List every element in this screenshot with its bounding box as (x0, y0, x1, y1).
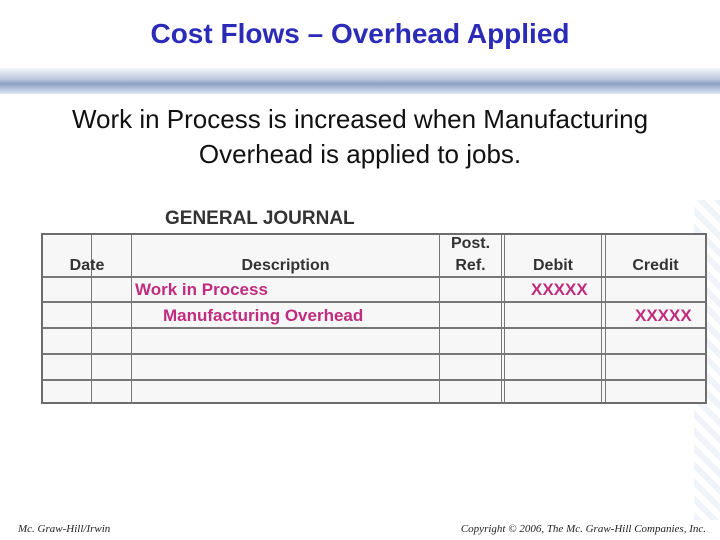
footer-copyright: Copyright © 2006, The Mc. Graw-Hill Companies, Inc. (460, 523, 706, 535)
header-debit: Debit (533, 257, 573, 274)
header-date: Date (69, 257, 105, 274)
entry-description-debit-account: Work in Process (135, 280, 268, 299)
column-divider (501, 235, 502, 402)
entry-credit-amount: XXXXX (635, 306, 692, 325)
general-journal-table (41, 233, 707, 404)
row-divider (43, 276, 705, 278)
footer-publisher: Mc. Graw-Hill/Irwin (18, 523, 111, 535)
column-divider (601, 235, 602, 402)
row-divider (43, 353, 705, 355)
header-post-ref-line2: Ref. (455, 257, 486, 274)
row-divider (43, 327, 705, 329)
entry-debit-amount: XXXXX (531, 280, 588, 299)
title-divider-bar (0, 68, 720, 94)
row-divider (43, 301, 705, 303)
journal-title: GENERAL JOURNAL (165, 208, 355, 229)
slide-subtitle: Work in Process is increased when Manufacturing Overhead is applied to jobs. (71, 104, 649, 169)
slide-title: Cost Flows – Overhead Applied (150, 18, 570, 49)
entry-description-credit-account: Manufacturing Overhead (163, 306, 364, 325)
row-divider (43, 379, 705, 381)
header-credit: Credit (632, 257, 679, 274)
header-description: Description (241, 257, 330, 274)
header-post-ref-line1: Post. (450, 235, 491, 252)
